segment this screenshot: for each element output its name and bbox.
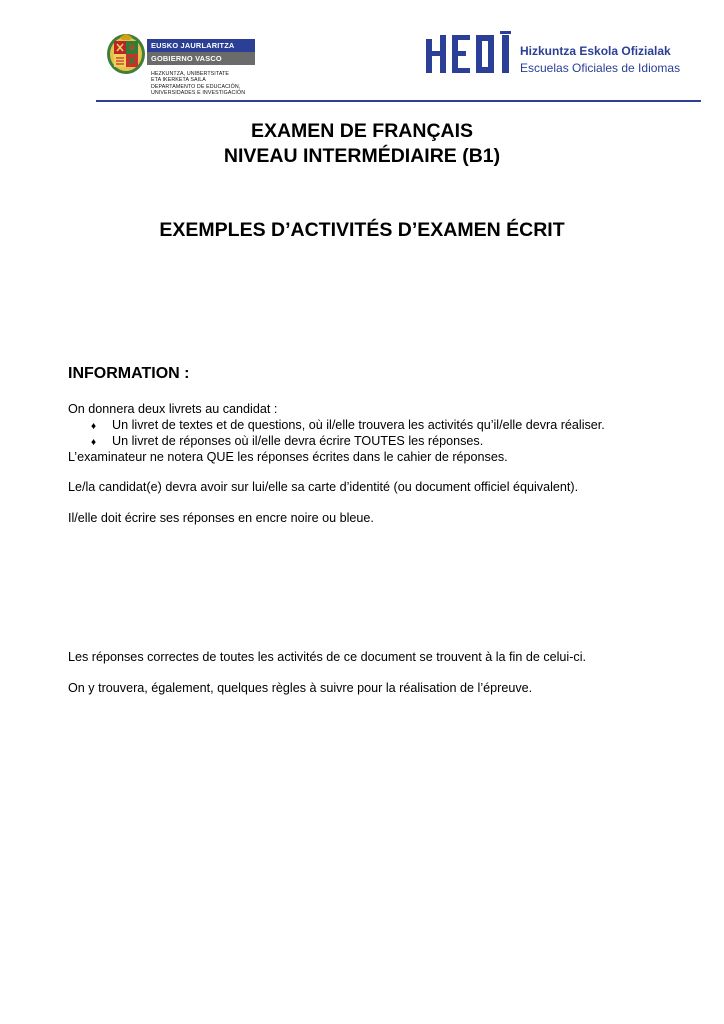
gov-dept-line-1: HEZKUNTZA, UNIBERTSITATE <box>151 71 230 77</box>
gov-dept-line-3: DEPARTAMENTO DE EDUCACIÓN, <box>151 84 241 90</box>
government-logo <box>105 32 255 104</box>
gov-name-basque: EUSKO JAURLARITZA <box>151 41 235 50</box>
examiner-note: L’examinateur ne notera QUE les réponses écrites dans le cahier de réponses. <box>68 450 508 464</box>
header-divider <box>96 100 701 102</box>
coat-of-arms-icon <box>105 32 147 76</box>
answers-paragraph: Les réponses correctes de toutes les activités de ce document se trouvent à la fin de celui-ci. <box>68 650 587 664</box>
diamond-bullet-icon: ♦ <box>91 437 97 448</box>
gov-dept-line-4: UNIVERSIDADES E INVESTIGACIÓN <box>151 90 246 96</box>
list-item-text: Un livret de réponses où il/elle devra écrire TOUTES les réponses. <box>112 434 484 448</box>
gov-name-spanish: GOBIERNO VASCO <box>151 54 222 63</box>
id-card-paragraph: Le/la candidat(e) devra avoir sur lui/elle sa carte d’identité (ou document officiel équivalent). <box>68 480 579 494</box>
school-name-spanish: Escuelas Oficiales de Idiomas <box>520 61 681 75</box>
ink-paragraph: Il/elle doit écrire ses réponses en encre noire ou bleue. <box>68 511 374 525</box>
diamond-bullet-icon: ♦ <box>91 421 97 432</box>
information-heading: INFORMATION : <box>68 365 190 382</box>
exam-subtitle: EXEMPLES D’ACTIVITÉS D’EXAMEN ÉCRIT <box>159 219 565 241</box>
exam-level: NIVEAU INTERMÉDIAIRE (B1) <box>223 145 501 167</box>
heoi-logo-icon <box>424 31 524 73</box>
list-item <box>91 418 605 432</box>
list-item <box>91 434 483 448</box>
exam-title: EXAMEN DE FRANÇAIS <box>250 120 474 142</box>
list-item-text: Un livret de textes et de questions, où il/elle trouvera les activités qu’il/elle devra réaliser. <box>112 418 605 432</box>
intro-paragraph: On donnera deux livrets au candidat : <box>68 402 278 416</box>
rules-paragraph: On y trouvera, également, quelques règles à suivre pour la réalisation de l’épreuve. <box>68 681 533 695</box>
school-name-basque: Hizkuntza Eskola Ofizialak <box>520 44 671 58</box>
gov-dept-line-2: ETA IKERKETA SAILA <box>151 77 206 83</box>
